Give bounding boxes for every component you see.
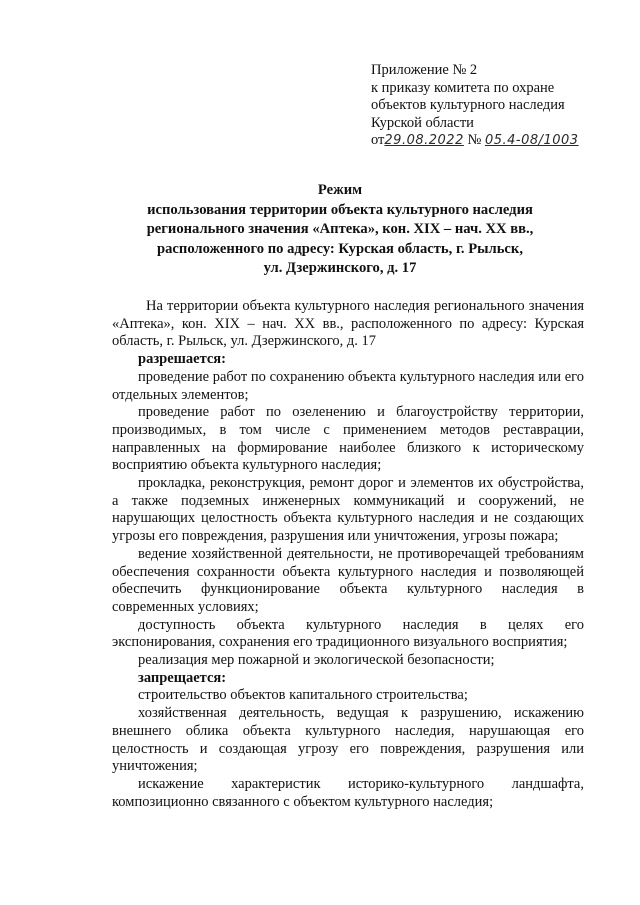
forbidden-item: строительство объектов капитального строительства; bbox=[138, 687, 468, 704]
number-prefix: № bbox=[467, 132, 482, 149]
intro-paragraph: На территории объекта культурного наследия регионального значения «Аптека», кон. XIX – нач. XX вв., расположенного по адресу: Курская область, г. Рыльск, ул. Дзержинского, д. 17 bbox=[112, 298, 584, 350]
handwritten-date: 29.08.2022 bbox=[384, 133, 464, 149]
title-line-4: расположенного по адресу: Курская область, г. Рыльск, bbox=[157, 240, 523, 257]
order-date-number-line bbox=[371, 132, 631, 150]
appendix-line-3: объектов культурного наследия bbox=[371, 97, 565, 114]
allowed-heading: разрешается: bbox=[138, 351, 226, 368]
forbidden-heading: запрещается: bbox=[138, 669, 227, 686]
title-line-2: использования территории объекта культурного наследия bbox=[147, 201, 533, 218]
allowed-item: ведение хозяйственной деятельности, не противоречащей требованиям обеспечения сохранности объекта культурного наследия и позволяющей обеспечить функционирование объекта культурного наследия в современных условиях; bbox=[112, 545, 584, 615]
title-line-3: регионального значения «Аптека», кон. XIX – нач. XX вв., bbox=[146, 221, 534, 237]
allowed-item: реализация мер пожарной и экологической безопасности; bbox=[138, 652, 495, 669]
allowed-item: проведение работ по озеленению и благоустройству территории, производимых, в том числе с применением методов реставрации, направленных на формирование наиболее близкого к историческому восприятию объекта культурного наследия; bbox=[112, 404, 584, 474]
document-body bbox=[112, 298, 584, 811]
appendix-line-4: Курской области bbox=[371, 114, 474, 131]
appendix-line-2: к приказу комитета по охране bbox=[371, 79, 555, 96]
from-prefix: от bbox=[371, 132, 385, 149]
allowed-item: доступность объекта культурного наследия в целях его экспонирования, сохранения его традиционного визуального восприятия; bbox=[112, 616, 584, 651]
forbidden-item: искажение характеристик историко-культурного ландшафта, композиционно связанного с объектом культурного наследия; bbox=[112, 775, 584, 810]
appendix-header bbox=[371, 62, 631, 150]
document-title bbox=[110, 181, 570, 279]
allowed-item: прокладка, реконструкция, ремонт дорог и элементов их обустройства, а также подземных инженерных коммуникаций и сооружений, не нарушающих целостность объекта культурного наследия и не создающих угрозы его повреждения, разрушения или уничтожения, угрозы пожара; bbox=[112, 475, 584, 545]
allowed-item: проведение работ по сохранению объекта культурного наследия или его отдельных элементов; bbox=[112, 368, 584, 403]
appendix-line-1: Приложение № 2 bbox=[371, 62, 478, 78]
handwritten-order-number: 05.4-08/1003 bbox=[484, 133, 579, 149]
title-line-1: Режим bbox=[317, 182, 363, 198]
forbidden-item: хозяйственная деятельность, ведущая к разрушению, искажению внешнего облика объекта культурного наследия, нарушающая его целостность и создающая угрозу его повреждения, разрушения или уничтожения; bbox=[112, 705, 584, 775]
title-line-5: ул. Дзержинского, д. 17 bbox=[263, 260, 417, 276]
